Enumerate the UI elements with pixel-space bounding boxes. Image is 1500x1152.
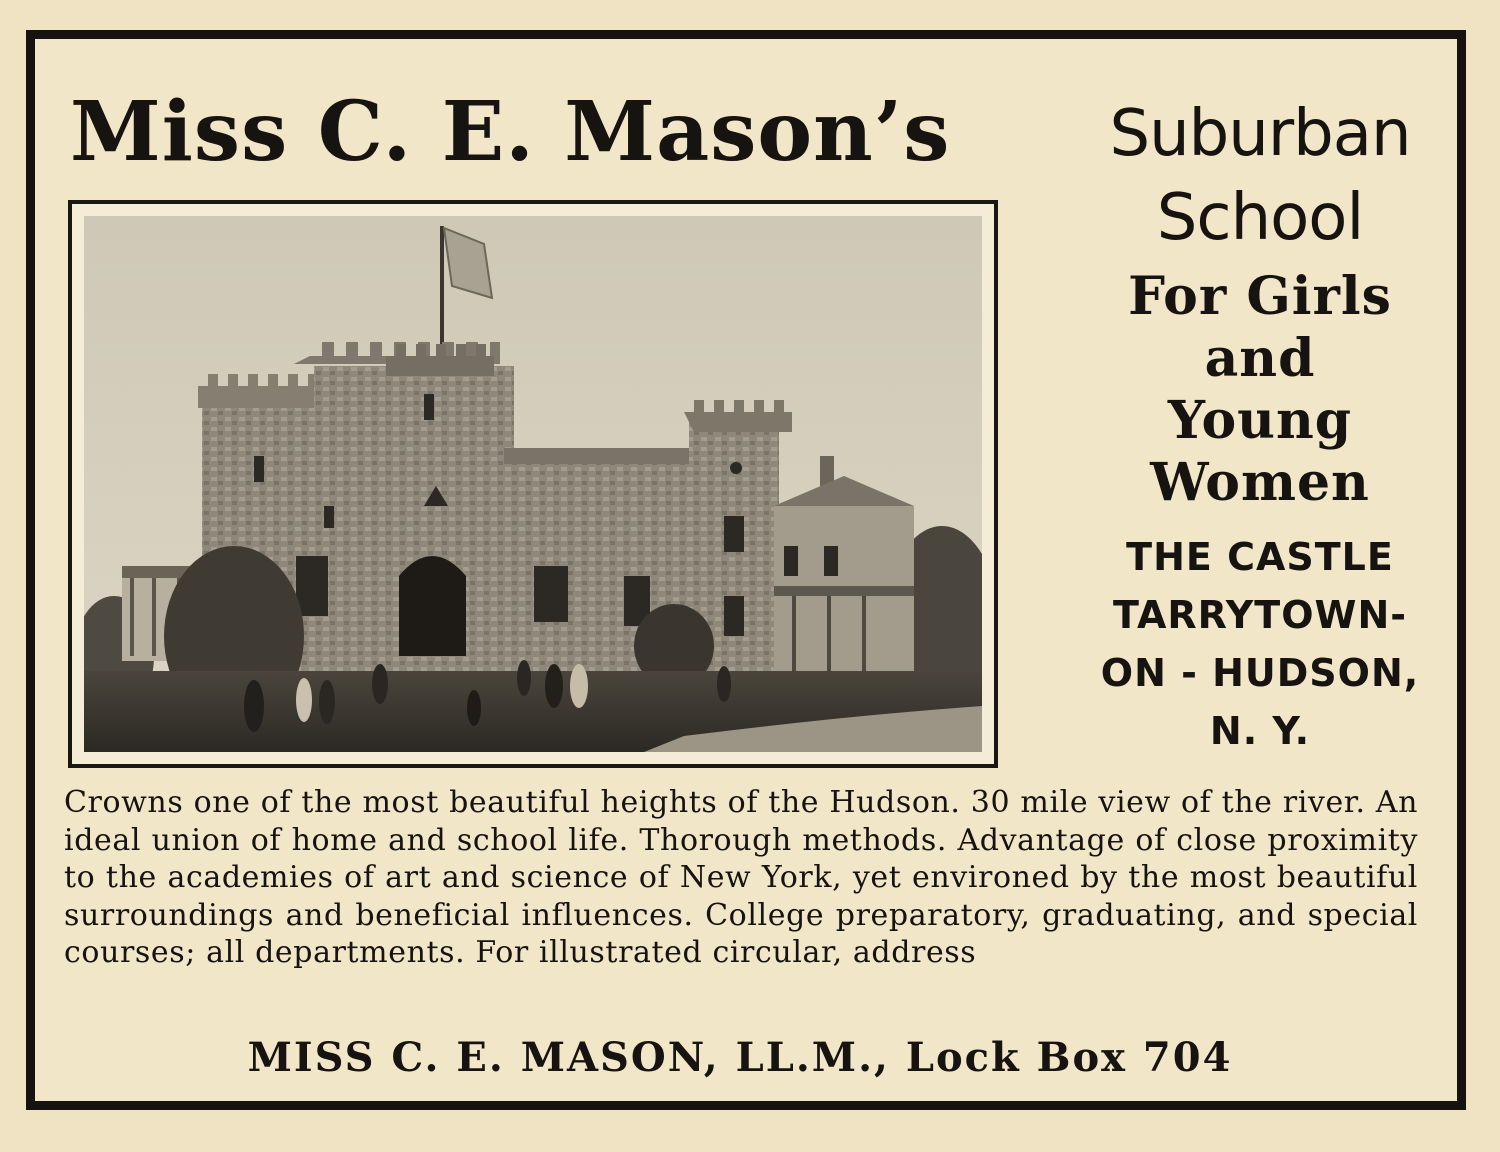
description-paragraph: Crowns one of the most beautiful heights of the Hudson. 30 mile view of the river. An ideal union of home and school life. Thorough methods. Advantage of close proximity to the academies of art and science of New York, yet environed by the most beautiful surroundings and beneficial influences. College preparatory, graduating, and special courses; all departments. For illustrated circular, address	[64, 785, 1418, 970]
subtitle-line: Suburban	[1109, 97, 1411, 171]
castle-photo	[84, 216, 982, 752]
address-line: TARRYTOWN-	[1112, 593, 1408, 637]
castle-photo-frame	[68, 200, 998, 768]
audience-line: Young	[1167, 390, 1353, 451]
subtitle-line: School	[1156, 181, 1364, 255]
audience-line: and	[1204, 328, 1316, 389]
headline: Miss C. E. Mason’s	[70, 84, 951, 180]
side-panel	[1060, 92, 1460, 760]
address-line: THE CASTLE	[1126, 535, 1394, 579]
audience-line: For Girls	[1128, 266, 1392, 327]
footer-address: MISS C. E. MASON, LL.M., Lock Box 704	[247, 1034, 1233, 1081]
address-line: ON - HUDSON,	[1100, 651, 1420, 695]
address-line: N. Y.	[1209, 709, 1311, 753]
audience-line: Women	[1150, 452, 1370, 513]
